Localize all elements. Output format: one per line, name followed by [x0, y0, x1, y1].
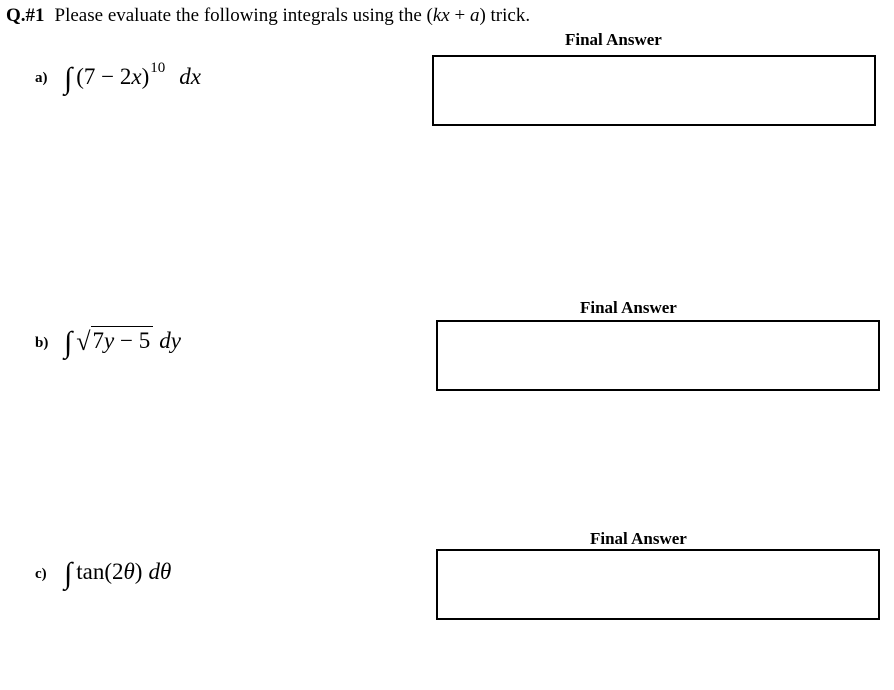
sqrt-symbol-b: √ — [76, 327, 91, 356]
answer-box-c[interactable] — [436, 549, 880, 620]
final-answer-label-a: Final Answer — [565, 30, 662, 49]
integral-expression-a — [64, 58, 201, 95]
radicand-b-coef: 7 — [92, 327, 104, 353]
question-plus: + — [449, 5, 470, 26]
integral-symbol-c: ∫ — [64, 557, 73, 590]
answer-box-a[interactable] — [432, 55, 876, 126]
radicand-b-var: y — [104, 327, 115, 353]
expr-a-exponent: 10 — [150, 60, 166, 76]
expr-c-differential: dθ — [148, 559, 172, 584]
expr-a-open: (7 − 2 — [76, 64, 132, 89]
question-text-prefix: Please evaluate the following integrals using the ( — [54, 5, 433, 26]
expr-a-var: x — [131, 64, 142, 89]
answer-box-b[interactable] — [436, 320, 880, 391]
integral-symbol-b: ∫ — [64, 326, 73, 359]
integral-expression-c — [64, 553, 172, 590]
expr-c-var: θ — [123, 559, 135, 584]
expr-c-close: ) — [134, 559, 143, 584]
question-number: Q.#1 — [6, 5, 45, 26]
question-var-x: x — [441, 5, 450, 26]
sqrt-expression-b — [76, 326, 153, 356]
integral-symbol-a: ∫ — [64, 62, 73, 95]
question-var-k: k — [432, 5, 442, 26]
final-answer-label-b: Final Answer — [580, 298, 677, 317]
question-text-suffix: ) trick. — [479, 5, 531, 26]
expr-a-close: ) — [141, 64, 150, 89]
part-label-a: a) — [35, 70, 48, 86]
question-var-a: a — [469, 5, 480, 26]
part-label-c: c) — [35, 566, 47, 582]
expr-c-func: tan(2 — [76, 559, 124, 584]
question-text — [55, 5, 531, 26]
expr-a-differential: dx — [179, 64, 201, 89]
radicand-b — [91, 326, 154, 353]
radicand-b-rest: − 5 — [114, 327, 151, 353]
integral-expression-b — [64, 322, 181, 359]
question-header — [6, 5, 530, 27]
part-label-b: b) — [35, 335, 49, 351]
expr-b-differential: dy — [159, 328, 181, 353]
final-answer-label-c: Final Answer — [590, 529, 687, 548]
